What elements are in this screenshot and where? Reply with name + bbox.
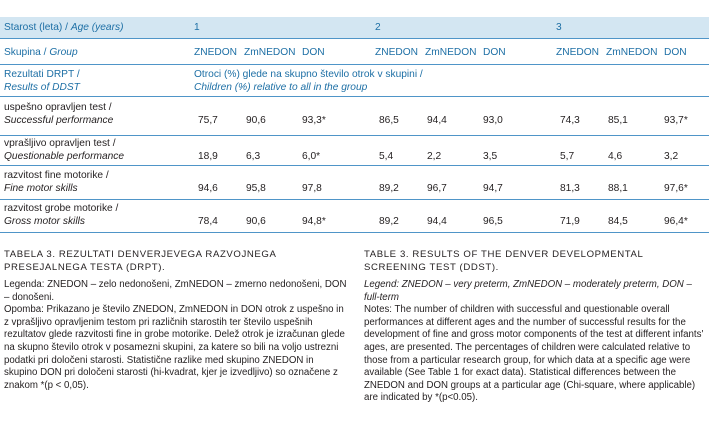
caption-title-sl: TABELA 3. REZULTATI DENVERJEVEGA RAZVOJNEGA PRESEJALNEGA TESTA (DRPT). — [4, 249, 276, 273]
row-label-en: Successful performance — [4, 115, 114, 126]
table-cell: 90,6 — [246, 216, 266, 227]
table-cell: 94,6 — [198, 183, 218, 194]
table-cell: 96,5 — [483, 216, 503, 227]
group-znedon-3: ZNEDON — [556, 47, 600, 58]
note-en: Notes: The number of children with successful and questionable overall performances at different ages and the number of successful results for the development of fine and gross motor components of the test at different infants' ages, are presented. The percentages of children were calculated relative to those from a particular research group, for which data at a specific age were available (See Table 1 for exact data). Statistical differences between the ZNEDON and DON groups at a particular age (Chi-square, where applicable) are indicated by *(p<0.05). — [364, 304, 704, 404]
group-don-2: DON — [483, 47, 506, 58]
table-cell: 4,6 — [608, 151, 623, 162]
results-label-row — [0, 65, 709, 96]
age-header-row — [0, 17, 709, 38]
legend-sl: Legenda: ZNEDON – zelo nedonošeni, ZmNEDON – zmerno nedonošeni, DON – donošeni. — [4, 279, 347, 303]
table-cell: 6,0* — [302, 151, 321, 162]
results-label-en: Results of DDST — [4, 82, 80, 93]
table-cell: 74,3 — [560, 115, 580, 126]
table-cell: 6,3 — [246, 151, 261, 162]
legend-en: Legend: ZNEDON – very preterm, ZmNEDON – moderately preterm, DON – full-term — [364, 279, 692, 303]
table-cell: 94,4 — [427, 115, 447, 126]
table-row — [0, 166, 709, 199]
note-sl: Opomba: Prikazano je število ZNEDON, ZmNEDON in DON otrok z uspešno in z vprašljivo opravljenim testom pri različnih starostih ter število uspešnih rezultatov glede razvitosti fine in grobe motorike. Delež otrok je izračunan glede na skupno število otrok v posamezni skupini, za katere so bili na voljo ustrezni podatki pri določeni starosti. Statistične razlike med skupino ZNEDON in skupino DON pri določeni starosti (hi-kvadrat, kjer je izvedljivo) so označene z znakom *(p < 0,05). — [4, 304, 345, 391]
age-2-header: 2 — [375, 22, 381, 33]
table-cell: 5,7 — [560, 151, 575, 162]
table-cell: 89,2 — [379, 183, 399, 194]
table-row — [0, 136, 709, 165]
group-header-row — [0, 39, 709, 64]
table-cell: 94,7 — [483, 183, 503, 194]
row-label-en: Fine motor skills — [4, 183, 78, 194]
table-cell: 93,0 — [483, 115, 503, 126]
age-1-header: 1 — [194, 22, 200, 33]
children-label-en: Children (%) relative to all in the group — [194, 82, 368, 93]
row-label: vprašljivo opravljen test / — [4, 138, 116, 149]
table-cell: 85,1 — [608, 115, 628, 126]
group-zmnedon-2: ZmNEDON — [425, 47, 477, 58]
table-cell: 88,1 — [608, 183, 628, 194]
group-zmnedon-1: ZmNEDON — [244, 47, 296, 58]
table-cell: 89,2 — [379, 216, 399, 227]
table-cell: 96,7 — [427, 183, 447, 194]
table-cell: 97,6* — [664, 183, 688, 194]
table-cell: 94,8* — [302, 216, 326, 227]
group-header-label: Skupina / Group — [4, 47, 78, 58]
caption-body-sl — [4, 279, 348, 392]
age-3-header: 3 — [556, 22, 562, 33]
table-cell: 3,2 — [664, 151, 679, 162]
results-label: Rezultati DRPT / — [4, 69, 80, 80]
age-header-label: Starost (leta) / Age (years) — [4, 22, 124, 33]
children-label: Otroci (%) glede na skupno število otrok v skupini / — [194, 69, 423, 80]
table-row — [0, 200, 709, 232]
table-cell: 95,8 — [246, 183, 266, 194]
row-label-en: Gross motor skills — [4, 216, 85, 227]
row-label-en: Questionable performance — [4, 151, 125, 162]
group-don-3: DON — [664, 47, 687, 58]
table-cell: 78,4 — [198, 216, 218, 227]
table-cell: 75,7 — [198, 115, 218, 126]
group-znedon-2: ZNEDON — [375, 47, 419, 58]
table-row — [0, 97, 709, 135]
table-cell: 2,2 — [427, 151, 442, 162]
table-cell: 18,9 — [198, 151, 218, 162]
table-cell: 84,5 — [608, 216, 628, 227]
group-don-1: DON — [302, 47, 325, 58]
group-znedon-1: ZNEDON — [194, 47, 238, 58]
caption-body-en — [364, 279, 705, 405]
group-zmnedon-3: ZmNEDON — [606, 47, 658, 58]
table-cell: 94,4 — [427, 216, 447, 227]
table-cell: 5,4 — [379, 151, 394, 162]
table-cell: 93,3* — [302, 115, 326, 126]
table-cell: 3,5 — [483, 151, 498, 162]
row-label: razvitost grobe motorike / — [4, 203, 119, 214]
table-cell: 97,8 — [302, 183, 322, 194]
table-cell: 90,6 — [246, 115, 266, 126]
table-cell: 81,3 — [560, 183, 580, 194]
table-cell: 93,7* — [664, 115, 688, 126]
row-label: uspešno opravljen test / — [4, 102, 112, 113]
caption-title-en: TABLE 3. RESULTS OF THE DENVER DEVELOPMENTAL SCREENING TEST (DDST). — [364, 249, 644, 273]
row-label: razvitost fine motorike / — [4, 170, 109, 181]
table-cell: 71,9 — [560, 216, 580, 227]
divider — [0, 232, 709, 233]
table-cell: 86,5 — [379, 115, 399, 126]
table-cell: 96,4* — [664, 216, 688, 227]
